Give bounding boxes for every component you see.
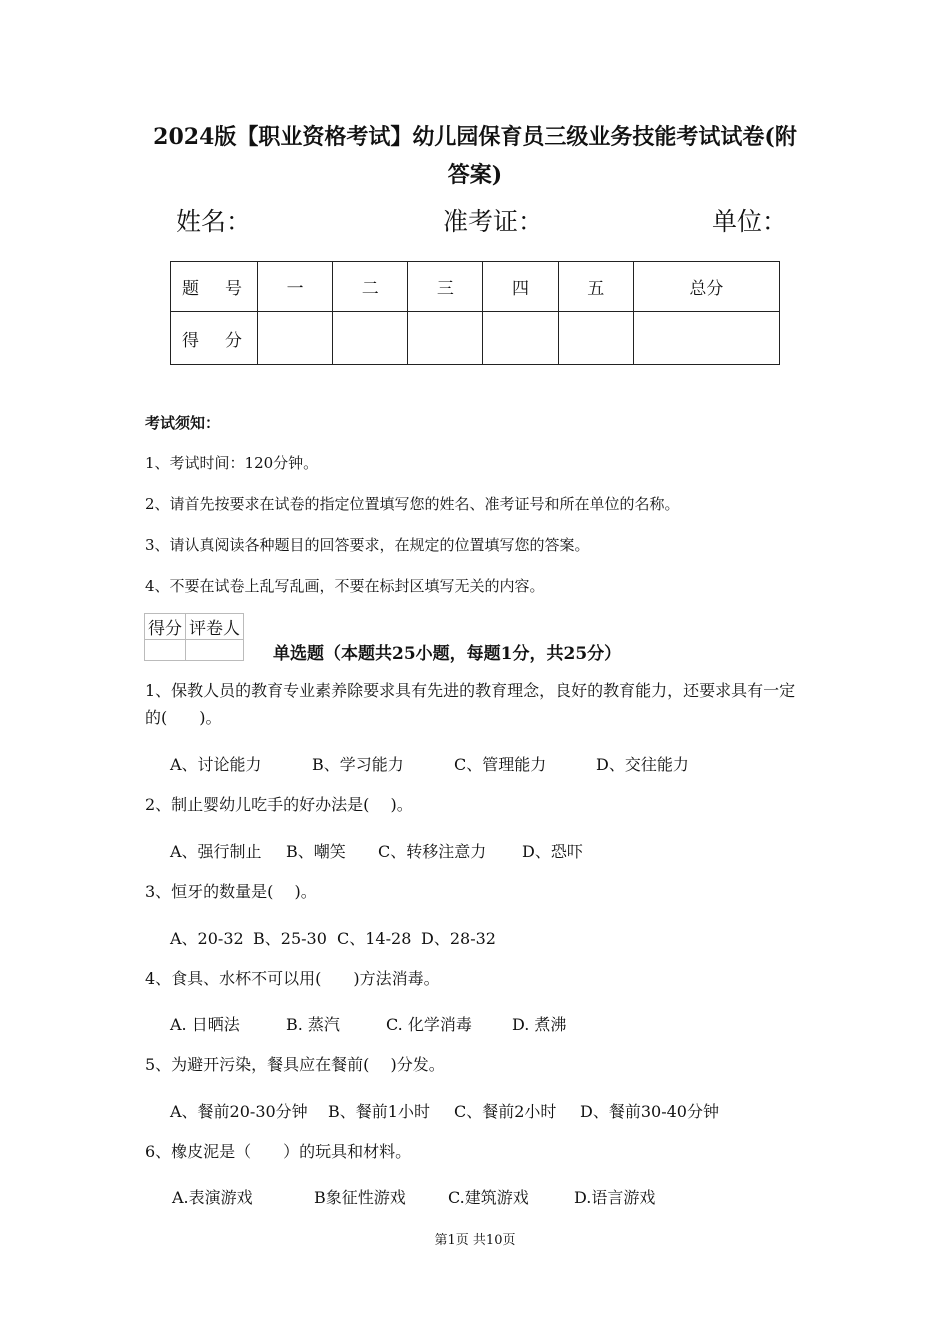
column-2: 二	[333, 262, 408, 312]
question-text: 6、橡皮泥是（ ）的玩具和材料。	[145, 1142, 412, 1161]
option-d: D.语言游戏	[574, 1188, 656, 1207]
exam-title-line2: 答案)	[447, 162, 503, 188]
name-label: 姓名：	[176, 207, 252, 236]
question-text: 3、恒牙的数量是( )。	[145, 882, 317, 901]
option-a: A、20-32	[170, 929, 244, 948]
option-b: B象征性游戏	[314, 1188, 406, 1207]
question-text: 2、制止婴幼儿吃手的好办法是( )。	[145, 795, 413, 814]
unit-label: 单位：	[712, 207, 788, 236]
candidate-info-row	[0, 202, 950, 242]
column-4: 四	[483, 262, 558, 312]
option-b: B、嘲笑	[286, 842, 346, 861]
score-label: 得 分	[171, 312, 258, 365]
question-text: 4、食具、水杯不可以用( )方法消毒。	[145, 969, 440, 988]
score-cell-1[interactable]	[258, 312, 333, 365]
option-a: A. 日晒法	[170, 1015, 240, 1034]
page-number: 第1页 共10页	[434, 1233, 516, 1248]
option-d: D、28-32	[421, 929, 496, 948]
notes-title: 考试须知：	[145, 414, 221, 432]
exam-title	[130, 118, 820, 194]
note-item: 2、请首先按要求在试卷的指定位置填写您的姓名、准考证号和所在单位的名称。	[145, 495, 680, 513]
column-5: 五	[558, 262, 633, 312]
score-cell-2[interactable]	[333, 312, 408, 365]
column-3: 三	[408, 262, 483, 312]
option-b: B、25-30	[253, 929, 327, 948]
note-item: 1、考试时间：120分钟。	[145, 454, 319, 472]
option-a: A、餐前20-30分钟	[170, 1102, 308, 1121]
grader-name-cell[interactable]	[186, 640, 244, 661]
option-c: C、餐前2小时	[454, 1102, 557, 1121]
question-text: 1、保教人员的教育专业素养除要求具有先进的教育理念，良好的教育能力，还要求具有一定的( )。	[145, 681, 796, 727]
question-text: 5、为避开污染，餐具应在餐前( )分发。	[145, 1055, 445, 1074]
grader-score-label: 得分	[145, 614, 186, 640]
column-total: 总分	[633, 262, 779, 312]
grader-name-label: 评卷人	[186, 614, 244, 640]
score-table-header-row	[171, 262, 780, 312]
exam-title-line1: 2024版【职业资格考试】幼儿园保育员三级业务技能考试试卷(附	[153, 124, 797, 150]
option-d: D、恐吓	[522, 842, 583, 861]
option-c: C. 化学消毒	[386, 1015, 472, 1034]
option-a: A、讨论能力	[170, 755, 262, 774]
option-b: B、餐前1小时	[328, 1102, 430, 1121]
option-a: A、强行制止	[170, 842, 262, 861]
option-c: C、管理能力	[454, 755, 547, 774]
grader-score-cell[interactable]	[145, 640, 186, 661]
option-a: A.表演游戏	[172, 1188, 253, 1207]
exam-id-label: 准考证：	[443, 207, 544, 236]
option-d: D、餐前30-40分钟	[580, 1102, 719, 1121]
score-table	[170, 261, 780, 365]
note-item: 4、不要在试卷上乱写乱画，不要在标封区填写无关的内容。	[145, 577, 545, 595]
question-number-label: 题 号	[171, 262, 258, 312]
option-c: C.建筑游戏	[448, 1188, 529, 1207]
option-d: D、交往能力	[596, 755, 689, 774]
column-1: 一	[258, 262, 333, 312]
score-cell-4[interactable]	[483, 312, 558, 365]
option-b: B、学习能力	[312, 755, 404, 774]
score-table-score-row	[171, 312, 780, 365]
section-title: 单选题（本题共25小题，每题1分，共25分）	[273, 644, 622, 664]
option-d: D. 煮沸	[512, 1015, 567, 1034]
score-cell-3[interactable]	[408, 312, 483, 365]
option-c: C、转移注意力	[378, 842, 487, 861]
score-cell-total[interactable]	[633, 312, 779, 365]
grader-box	[144, 613, 244, 661]
option-c: C、14-28	[337, 929, 412, 948]
note-item: 3、请认真阅读各种题目的回答要求，在规定的位置填写您的答案。	[145, 536, 590, 554]
option-b: B. 蒸汽	[286, 1015, 340, 1034]
score-cell-5[interactable]	[558, 312, 633, 365]
